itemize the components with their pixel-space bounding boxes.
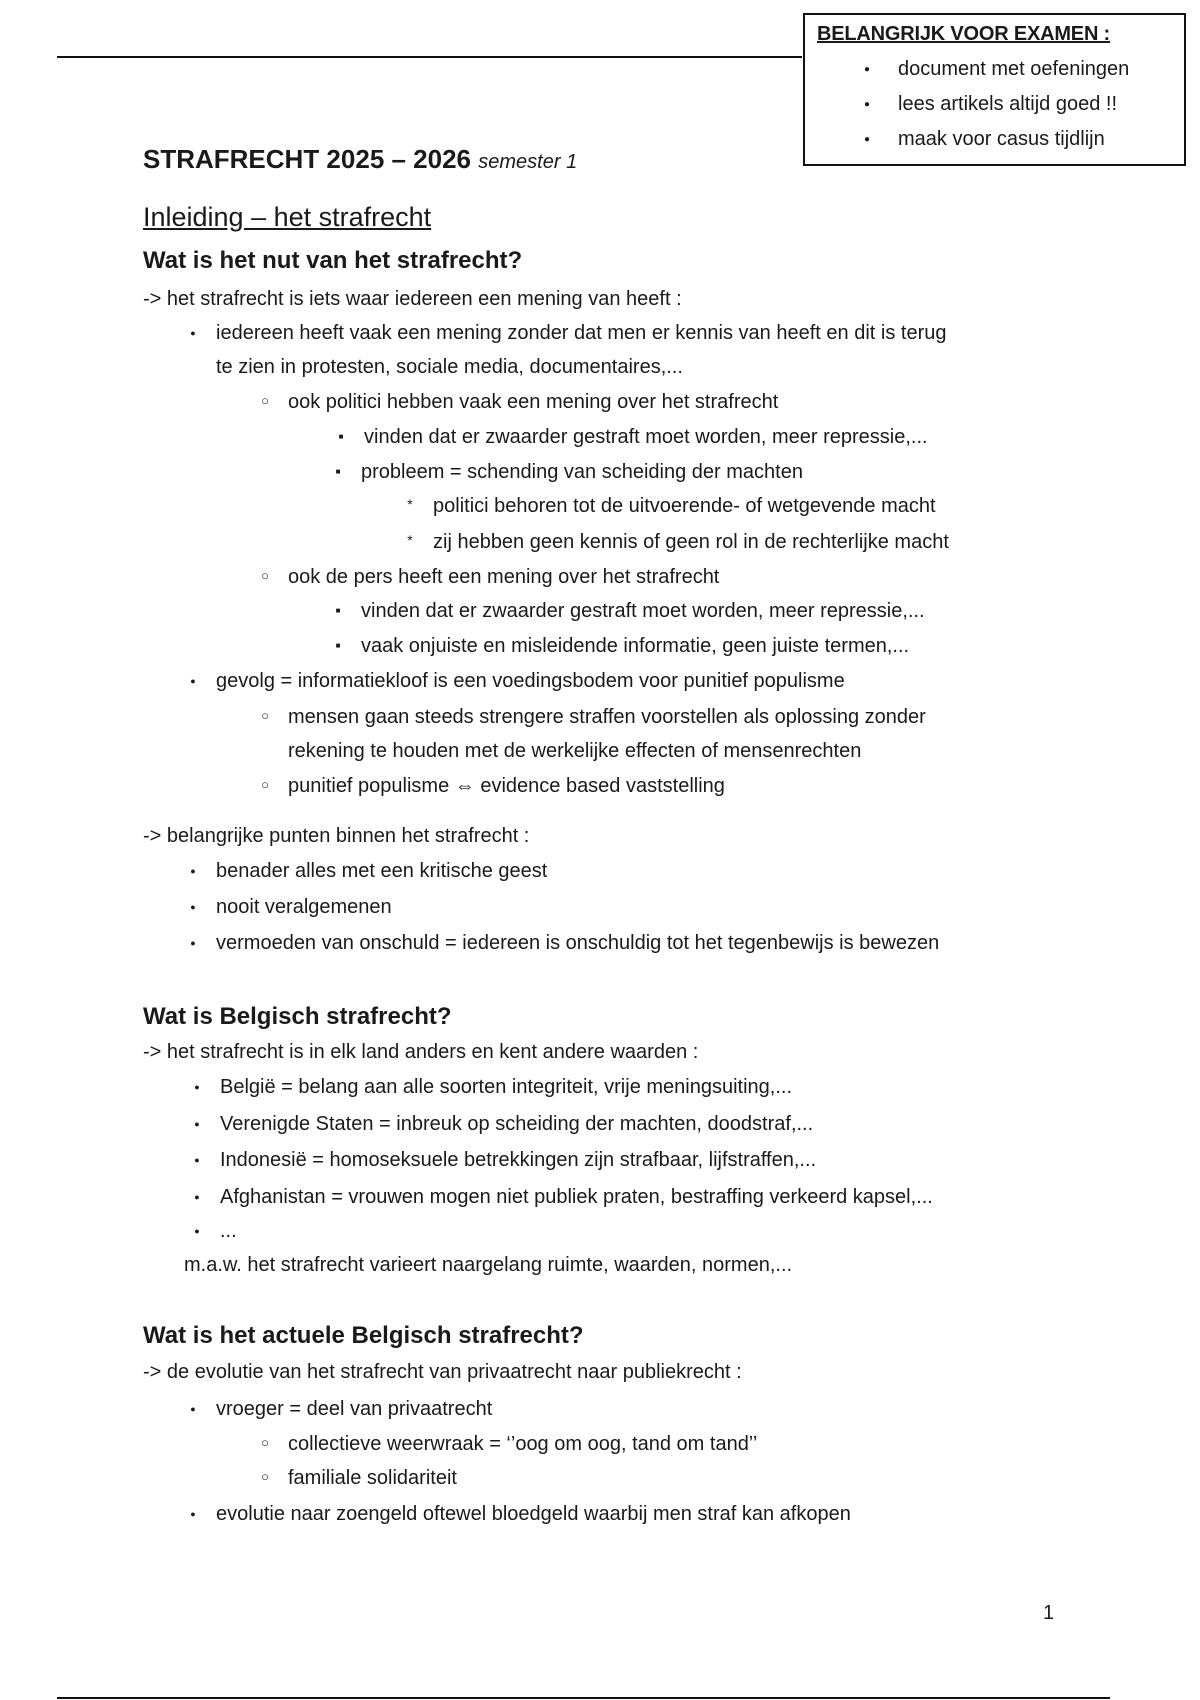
bullet-dot-icon: ● xyxy=(194,1155,200,1165)
bullet-item: ● vroeger = deel van privaatrecht xyxy=(216,1398,492,1421)
bullet-dot-icon: ● xyxy=(194,1082,200,1092)
exam-notice-box xyxy=(803,13,1186,166)
bullet-dot-icon: ● xyxy=(190,938,196,948)
bullet-continuation: te zien in protesten, sociale media, documentaires,... xyxy=(216,356,683,378)
bullet-item: ● Verenigde Staten = inbreuk op scheiding der machten, doodstraf,... xyxy=(220,1113,813,1136)
chapter-heading: Inleiding – het strafrecht xyxy=(143,202,432,232)
bullet-asterisk-icon: * xyxy=(407,532,413,548)
bullet-square-icon: ■ xyxy=(338,432,344,441)
exam-notice-item: ● lees artikels altijd goed !! xyxy=(864,87,1172,122)
level4-bullet-item: * politici behoren tot de uitvoerende- of wetgevende macht xyxy=(433,495,936,518)
sub-sub-bullet-item: ■ vaak onjuiste en misleidende informatie, geen juiste termen,... xyxy=(361,635,909,658)
bullet-circle-icon: ○ xyxy=(261,777,269,792)
level4-bullet-item: * zij hebben geen kennis of geen rol in de rechterlijke macht xyxy=(433,531,949,554)
exam-notice-item: ● document met oefeningen xyxy=(864,52,1172,87)
document-title xyxy=(143,144,577,175)
exam-notice-list xyxy=(817,52,1172,157)
bullet-item: ● ... xyxy=(220,1220,237,1243)
bullet-dot-icon: ● xyxy=(190,676,196,686)
bullet-dot-icon: ● xyxy=(190,1404,196,1414)
exam-notice-title: BELANGRIJK VOOR EXAMEN : xyxy=(817,23,1111,45)
bullet-dot-icon: ● xyxy=(190,866,196,876)
sub-bullet-item: ○ mensen gaan steeds strengere straffen voorstellen als oplossing zonder xyxy=(288,706,926,729)
section-intro: -> het strafrecht is in elk land anders en kent andere waarden : xyxy=(143,1041,699,1063)
sub-sub-bullet-item: ■ probleem = schending van scheiding der machten xyxy=(361,461,803,484)
sub-bullet-item: ○ punitief populisme ⇔ evidence based vaststelling xyxy=(288,775,725,798)
bullet-circle-icon: ○ xyxy=(261,393,269,408)
bullet-item: ● vermoeden van onschuld = iedereen is onschuldig tot het tegenbewijs is bewezen xyxy=(216,932,939,955)
section-summary: m.a.w. het strafrecht varieert naargelang ruimte, waarden, normen,... xyxy=(184,1254,793,1276)
bullet-item: ● Indonesië = homoseksuele betrekkingen zijn strafbaar, lijfstraffen,... xyxy=(220,1149,816,1172)
bullet-item: ● België = belang aan alle soorten integriteit, vrije meningsuiting,... xyxy=(220,1076,792,1099)
section-intro: -> belangrijke punten binnen het strafrecht : xyxy=(143,825,530,847)
bullet-asterisk-icon: * xyxy=(407,496,413,512)
bullet-item: ● benader alles met een kritische geest xyxy=(216,860,547,883)
bullet-dot-icon: ● xyxy=(190,328,196,338)
bullet-circle-icon: ○ xyxy=(261,1435,269,1450)
footer-rule xyxy=(57,1697,1110,1699)
section-intro: -> de evolutie van het strafrecht van privaatrecht naar publiekrecht : xyxy=(143,1361,742,1383)
sub-sub-bullet-item: ■ vinden dat er zwaarder gestraft moet worden, meer repressie,... xyxy=(361,600,925,623)
bullet-dot-icon: ● xyxy=(190,1509,196,1519)
bullet-square-icon: ■ xyxy=(335,641,341,650)
semester-label: semester 1 xyxy=(478,151,578,173)
exam-notice-item: ● maak voor casus tijdlijn xyxy=(864,122,1172,157)
section-heading-nut: Wat is het nut van het strafrecht? xyxy=(143,247,523,274)
bullet-dot-icon: ● xyxy=(190,902,196,912)
title-text: STRAFRECHT 2025 – 2026 xyxy=(143,144,472,174)
bullet-item: ● iedereen heeft vaak een mening zonder dat men er kennis van heeft en dit is terug xyxy=(216,322,946,345)
sub-bullet-item: ○ ook de pers heeft een mening over het strafrecht xyxy=(288,566,719,589)
sub-sub-bullet-item: ■ vinden dat er zwaarder gestraft moet worden, meer repressie,... xyxy=(364,426,928,449)
bullet-continuation: rekening te houden met de werkelijke effecten of mensenrechten xyxy=(288,740,862,762)
bullet-circle-icon: ○ xyxy=(261,708,269,723)
bullet-item: ● Afghanistan = vrouwen mogen niet publiek praten, bestraffing verkeerd kapsel,... xyxy=(220,1186,933,1209)
bullet-dot-icon: ● xyxy=(194,1192,200,1202)
section-intro: -> het strafrecht is iets waar iedereen een mening van heeft : xyxy=(143,288,682,310)
bullet-dot-icon: ● xyxy=(194,1226,200,1236)
bullet-item: ● nooit veralgemenen xyxy=(216,896,392,919)
header-rule xyxy=(57,56,802,58)
section-heading-actueel: Wat is het actuele Belgisch strafrecht? xyxy=(143,1322,584,1349)
bullet-item: ● gevolg = informatiekloof is een voedingsbodem voor punitief populisme xyxy=(216,670,845,693)
page-number: 1 xyxy=(1043,1602,1055,1624)
bullet-circle-icon: ○ xyxy=(261,1469,269,1484)
bullet-circle-icon: ○ xyxy=(261,568,269,583)
bullet-item: ● evolutie naar zoengeld oftewel bloedgeld waarbij men straf kan afkopen xyxy=(216,1503,851,1526)
sub-bullet-item: ○ ook politici hebben vaak een mening over het strafrecht xyxy=(288,391,778,414)
bullet-square-icon: ■ xyxy=(335,606,341,615)
bullet-dot-icon: ● xyxy=(194,1119,200,1129)
sub-bullet-item: ○ collectieve weerwraak = ‘’oog om oog, tand om tand’’ xyxy=(288,1433,757,1456)
section-heading-belgisch: Wat is Belgisch strafrecht? xyxy=(143,1003,452,1030)
bullet-square-icon: ■ xyxy=(335,467,341,476)
sub-bullet-item: ○ familiale solidariteit xyxy=(288,1467,457,1490)
